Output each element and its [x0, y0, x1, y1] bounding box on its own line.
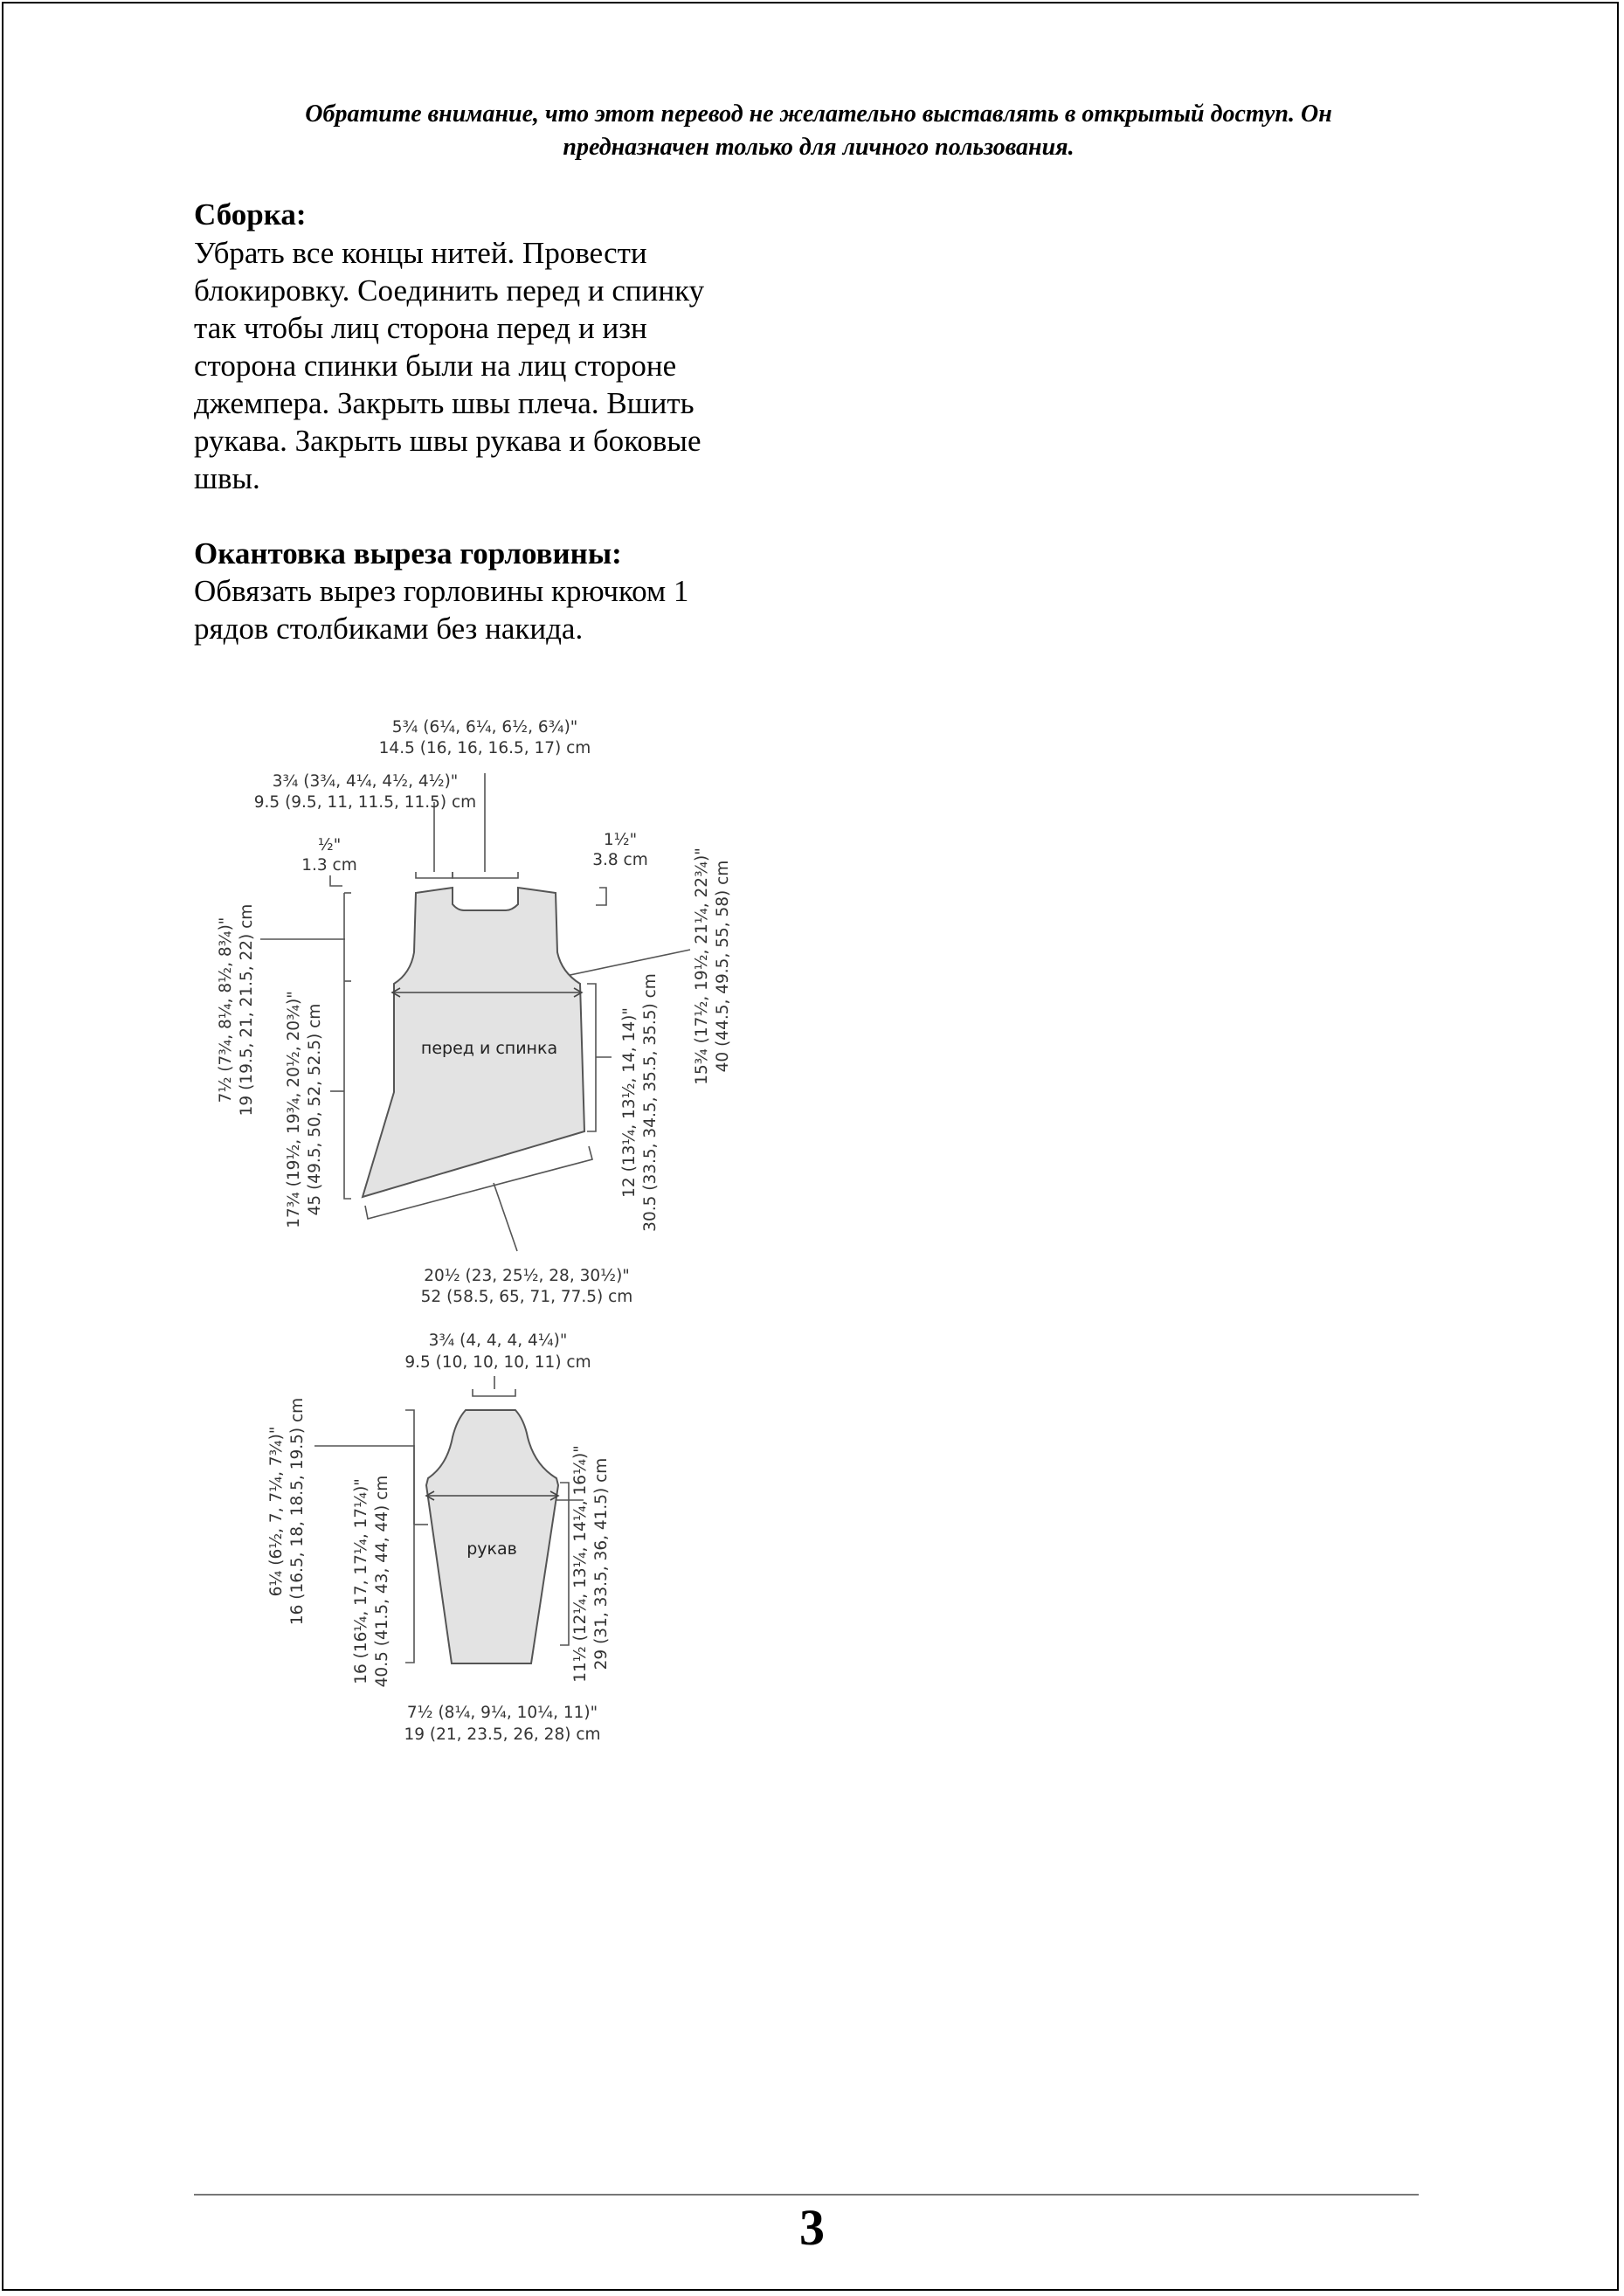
neck-width-label-cm: 14.5 (16, 16, 16.5, 17) cm [378, 739, 591, 757]
assembly-line: так чтобы лиц сторона перед и изн [194, 311, 647, 345]
page-number: 3 [799, 2199, 825, 2256]
assembly-line: сторона спинки были на лиц стороне [194, 349, 677, 383]
shoulder-width-label-cm: 9.5 (9.5, 11, 11.5, 11.5) cm [253, 793, 477, 812]
right-small-label: 1½" [603, 831, 638, 849]
hem-width-label-cm: 52 (58.5, 65, 71, 77.5) cm [420, 1288, 633, 1306]
sleeve-piece-label: рукав [466, 1539, 517, 1559]
armhole-depth-label: 7½ (7¾, 8¼, 8½, 8¾)" [217, 916, 235, 1103]
assembly-line: джемпера. Закрыть швы плеча. Вшить [194, 386, 695, 420]
half-chest-label-cm: 40 (44.5, 49.5, 55, 58) cm [714, 860, 732, 1073]
right-small-label-cm: 3.8 cm [592, 851, 648, 869]
shoulder-width-label: 3¾ (3¾, 4¼, 4½, 4½)" [272, 772, 459, 791]
cuff-width-label-cm: 19 (21, 23.5, 26, 28) cm [404, 1725, 601, 1744]
neckline-heading: Окантовка выреза горловины: [194, 536, 622, 571]
neckline-line: рядов столбиками без накида. [194, 612, 584, 646]
sleeve-top-width-label-cm: 9.5 (10, 10, 10, 11) cm [404, 1353, 591, 1372]
neck-width-label: 5¾ (6¼, 6¼, 6½, 6¾)" [391, 718, 578, 737]
notice-line-2: предназначен только для личного пользования. [563, 134, 1075, 161]
assembly-line: блокировку. Соединить перед и спинку [194, 273, 705, 308]
sleeve-top-width-label: 3¾ (4, 4, 4, 4¼)" [428, 1331, 568, 1350]
upper-arm-label: 11½ (12¼, 13¼, 14¼, 16¼)" [571, 1445, 590, 1683]
cuff-width-label: 7½ (8¼, 9¼, 10¼, 11)" [406, 1704, 598, 1722]
cap-height-label-cm: 16 (16.5, 18, 18.5, 19.5) cm [288, 1397, 307, 1626]
footer-divider [194, 2194, 1419, 2196]
left-small-label: ½" [317, 836, 342, 854]
body-piece-label: перед и спинка [420, 1039, 558, 1058]
assembly-heading: Сборка: [194, 197, 307, 232]
left-small-label-cm: 1.3 cm [301, 856, 357, 875]
assembly-line: рукава. Закрыть швы рукава и боковые [194, 424, 701, 458]
sleeve-length-label-cm: 40.5 (41.5, 43, 44, 44) cm [373, 1475, 391, 1688]
right-side-length-label: 12 (13¼, 13½, 14, 14)" [620, 1007, 639, 1198]
left-side-length-label-cm: 45 (49.5, 50, 52, 52.5) cm [306, 1003, 324, 1216]
sleeve-outline [426, 1410, 558, 1663]
sleeve-length-label: 16 (16¼, 17, 17¼, 17¼)" [352, 1478, 370, 1684]
half-chest-label: 15¾ (17½, 19½, 21¼, 22¾)" [693, 847, 711, 1085]
sleeve-piece [426, 1410, 558, 1663]
assembly-line: швы. [194, 461, 260, 495]
assembly-line: Убрать все концы нитей. Провести [194, 236, 647, 270]
neckline-line: Обвязать вырез горловины крючком 1 [194, 574, 689, 608]
armhole-depth-label-cm: 19 (19.5, 21, 21.5, 22) cm [238, 903, 256, 1117]
cap-height-label: 6¼ (6½, 7, 7¼, 7¾)" [267, 1426, 286, 1597]
left-side-length-label: 17¾ (19½, 19¾, 20½, 20¾)" [285, 991, 303, 1228]
upper-arm-label-cm: 29 (31, 33.5, 36, 41.5) cm [592, 1457, 611, 1670]
right-side-length-label-cm: 30.5 (33.5, 34.5, 35.5, 35.5) cm [641, 973, 660, 1232]
notice-line-1: Обратите внимание, что этот перевод не желательно выставлять в открытый доступ. Он [305, 100, 1332, 128]
hem-width-label: 20½ (23, 25½, 28, 30½)" [424, 1267, 630, 1285]
